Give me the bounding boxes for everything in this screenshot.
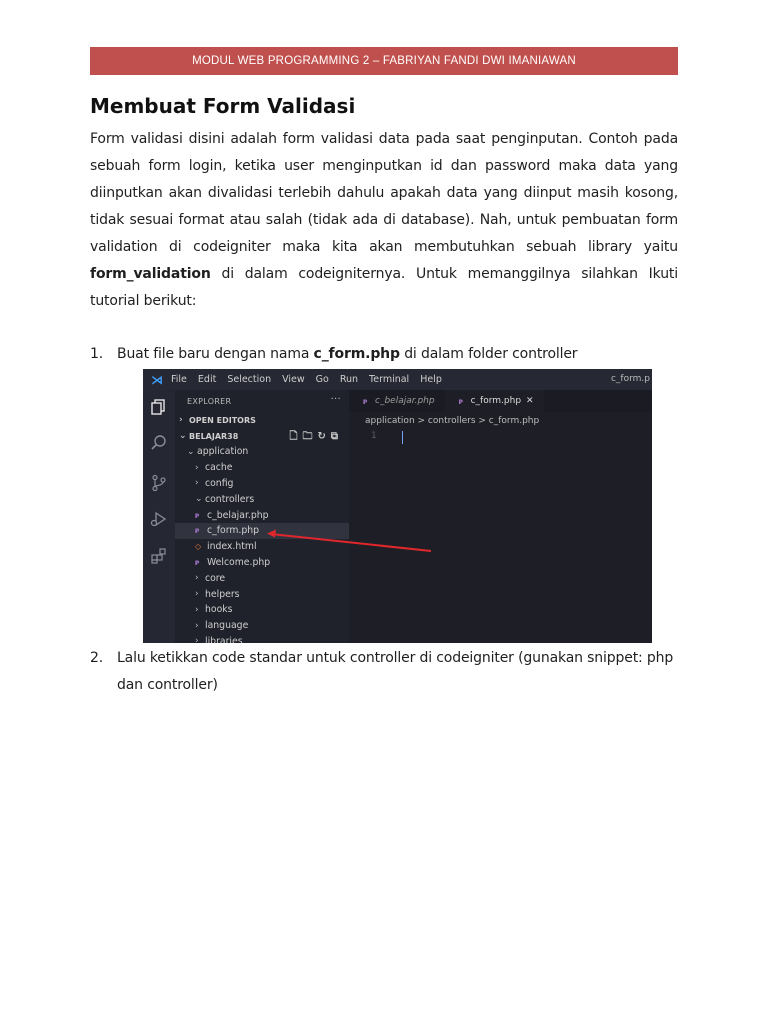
tree-item-label: cache <box>205 462 233 474</box>
menu-go[interactable]: Go <box>315 374 329 385</box>
step-1-text-2: di dalam folder controller <box>399 346 578 362</box>
menu-view[interactable]: View <box>282 374 305 385</box>
chevron-right-icon: › <box>195 462 199 473</box>
tab-label: c_belajar.php <box>375 396 435 406</box>
explorer-actions[interactable]: 🗋🗀↻⧉ <box>289 431 343 442</box>
tree-item-label: c_belajar.php <box>207 509 269 521</box>
document-header <box>90 47 678 75</box>
chevron-right-icon: › <box>195 573 199 584</box>
tree-item-label: config <box>205 477 234 489</box>
tree-item-label: libraries <box>205 635 243 643</box>
chevron-right-icon: › <box>195 604 199 615</box>
vscode-logo-icon: ⋊ <box>151 372 163 387</box>
tree-item-label: Welcome.php <box>207 556 271 568</box>
chevron-down-icon: ⌄ <box>187 446 195 457</box>
chevron-right-icon: › <box>195 620 199 631</box>
chevron-down-icon: ⌄ <box>195 494 203 505</box>
window-title: c_form.p <box>610 374 650 384</box>
menu-file[interactable]: File <box>171 374 187 385</box>
intro-text-1: Form validasi disini adalah form validasi data pada saat penginputan. Contoh pada sebuah form login, ketika user menginputkan id dan password maka data yang diinputkan akan divalidasi terlebih dahulu apakah data yang diinput masih kosong, tidak sesuai format atau salah (tidak ada di database). Nah, untuk pembuatan form validation di codeigniter maka kita akan membutuhkan sebuah library yaitu <box>90 131 678 255</box>
vscode-screenshot <box>143 369 652 643</box>
php-file-icon: ᴘ <box>195 526 200 536</box>
step-1 <box>90 341 678 368</box>
chevron-right-icon: › <box>195 636 199 643</box>
step-2 <box>90 645 678 699</box>
intro-bold-library: form_validation <box>90 266 211 282</box>
tree-item-label: c_form.php <box>207 525 260 537</box>
php-file-icon: ᴘ <box>195 557 200 567</box>
header-text: MODUL WEB PROGRAMMING 2 – FABRIYAN FANDI DWI IMANIAWAN <box>192 55 576 67</box>
line-number: 1 <box>371 431 377 441</box>
breadcrumb[interactable]: application > controllers > c_form.php <box>365 416 540 426</box>
menu-selection[interactable]: Selection <box>227 374 272 385</box>
tree-item-label: controllers <box>205 493 255 505</box>
red-arrow-annotation <box>143 369 652 643</box>
php-file-icon: ᴘ <box>363 396 368 406</box>
step-number: 2. <box>90 650 104 666</box>
html-file-icon: ◇ <box>195 542 202 552</box>
tree-item-label: core <box>205 572 226 584</box>
intro-text-2: di dalam codeigniternya. Untuk memanggilnya silahkan Ikuti tutorial berikut: <box>90 266 678 309</box>
tree-item-label: application <box>197 446 249 458</box>
intro-paragraph <box>90 126 678 315</box>
step-1-filename: c_form.php <box>313 346 400 362</box>
chevron-right-icon: › <box>179 415 183 425</box>
project-label: BELAJAR38 <box>189 431 239 441</box>
menu-edit[interactable]: Edit <box>197 374 217 385</box>
chevron-right-icon: › <box>195 589 199 600</box>
step-text: Lalu ketikkan code standar untuk controller di codeigniter (gunakan snippet: php dan controller) <box>117 650 674 693</box>
menu-terminal[interactable]: Terminal <box>369 374 410 385</box>
step-number: 1. <box>90 346 104 362</box>
step-text <box>117 341 678 368</box>
tree-item-label: language <box>205 620 249 632</box>
menu-help[interactable]: Help <box>420 374 442 385</box>
tree-item-label: index.html <box>207 541 257 553</box>
more-actions-icon[interactable]: ··· <box>330 394 341 405</box>
php-file-icon: ᴘ <box>195 510 200 520</box>
menu-run[interactable]: Run <box>339 374 359 385</box>
tab-label: c_form.php <box>470 396 522 406</box>
close-icon[interactable]: ✕ <box>526 396 534 406</box>
tree-item-label: helpers <box>205 588 240 600</box>
chevron-right-icon: › <box>195 478 199 489</box>
tree-item-label: hooks <box>205 604 233 616</box>
page-title: Membuat Form Validasi <box>90 94 356 118</box>
open-editors-label: OPEN EDITORS <box>189 415 256 425</box>
step-1-text-1: Buat file baru dengan nama <box>117 346 314 362</box>
chevron-down-icon: ⌄ <box>179 431 187 441</box>
explorer-label: EXPLORER <box>187 396 232 406</box>
php-file-icon: ᴘ <box>458 396 464 406</box>
